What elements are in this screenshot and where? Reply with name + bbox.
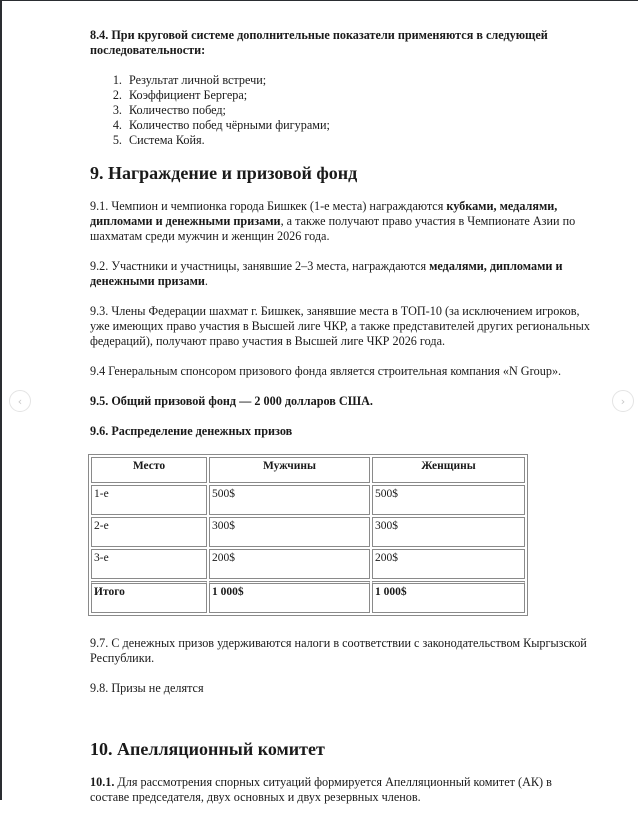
bold-text: медалями, дипломами и денежными призами xyxy=(90,259,563,288)
list-item: 1. Результат личной встречи; xyxy=(125,73,590,88)
text: 9.2. Участники и участницы, занявшие 2–3 места, награждаются xyxy=(90,259,430,273)
list-item: 4. Количество побед чёрными фигурами; xyxy=(125,118,590,133)
text: 9.1. Чемпион и чемпионка города Бишкек (1-е места) награждаются xyxy=(90,199,447,213)
paragraph-9-8: 9.8. Призы не делятся xyxy=(90,681,204,695)
table-cell: 1-е xyxy=(91,485,207,515)
document-page xyxy=(90,28,590,820)
prize-distribution-table xyxy=(88,454,528,616)
window-frame-left xyxy=(0,0,2,800)
section-8-4-heading: 8.4. При круговой системе дополнительные показатели применяются в следующей последовательности: xyxy=(90,28,548,57)
tiebreak-criteria-list xyxy=(90,73,590,148)
table-cell: 500$ xyxy=(372,485,525,515)
chevron-left-icon: ‹ xyxy=(17,394,23,408)
paragraph-9-4: 9.4 Генеральным спонсором призового фонда является строительная компания «N Group». xyxy=(90,364,562,378)
paragraph-9-6: 9.6. Распределение денежных призов xyxy=(90,424,293,438)
table-cell: 2-е xyxy=(91,517,207,547)
column-header: Место xyxy=(91,457,207,483)
paragraph-9-2 xyxy=(90,259,590,289)
table-cell: 300$ xyxy=(209,517,370,547)
text: , а также получают право участия в Чемпионате Азии по шахматам среди мужчин и женщин 2026 года. xyxy=(90,214,576,243)
table-row xyxy=(91,517,525,547)
section-10-title: 10. Апелляционный комитет xyxy=(90,739,325,759)
table-cell: 1 000$ xyxy=(372,581,525,613)
list-item: 5. Система Койя. xyxy=(125,133,590,148)
paragraph-9-3: 9.3. Члены Федерации шахмат г. Бишкек, занявшие места в ТОП-10 (за исключением игроков, уже имеющих право участия в Высшей лиге ЧКР, а также представителей других региональных федераций), получают право участия в Высшей лиге ЧКР 2026 года. xyxy=(90,304,590,348)
table-cell: 3-е xyxy=(91,549,207,579)
text: . xyxy=(204,274,208,288)
column-header: Женщины xyxy=(372,457,525,483)
column-header: Мужчины xyxy=(209,457,370,483)
table-row xyxy=(91,485,525,515)
table-cell: 500$ xyxy=(209,485,370,515)
list-item: 2. Коэффициент Бергера; xyxy=(125,88,590,103)
table-cell: 200$ xyxy=(372,549,525,579)
previous-page-button[interactable] xyxy=(9,390,31,412)
list-item: 3. Количество побед; xyxy=(125,103,590,118)
table-cell: Итого xyxy=(91,581,207,613)
bold-text: 10.1. xyxy=(90,775,115,789)
table-row xyxy=(91,549,525,579)
paragraph-10-1 xyxy=(90,775,590,805)
table-cell: 200$ xyxy=(209,549,370,579)
table-cell: 1 000$ xyxy=(209,581,370,613)
paragraph-9-7: 9.7. С денежных призов удерживаются налоги в соответствии с законодательством Кыргызской Республики. xyxy=(90,636,587,665)
table-cell: 300$ xyxy=(372,517,525,547)
text: Для рассмотрения спорных ситуаций формируется Апелляционный комитет (АК) в составе председателя, двух основных и двух резервных членов. xyxy=(90,775,552,804)
window-frame-top xyxy=(0,0,638,1)
paragraph-9-1 xyxy=(90,199,590,244)
section-9-title: 9. Награждение и призовой фонд xyxy=(90,163,358,183)
chevron-right-icon: › xyxy=(620,394,626,408)
paragraph-9-5: 9.5. Общий призовой фонд — 2 000 долларов США. xyxy=(90,394,373,408)
bold-text: кубками, медалями, дипломами и денежными призами xyxy=(90,199,558,228)
table-total-row xyxy=(91,581,525,613)
table-header-row xyxy=(91,457,525,483)
next-page-button[interactable] xyxy=(612,390,634,412)
